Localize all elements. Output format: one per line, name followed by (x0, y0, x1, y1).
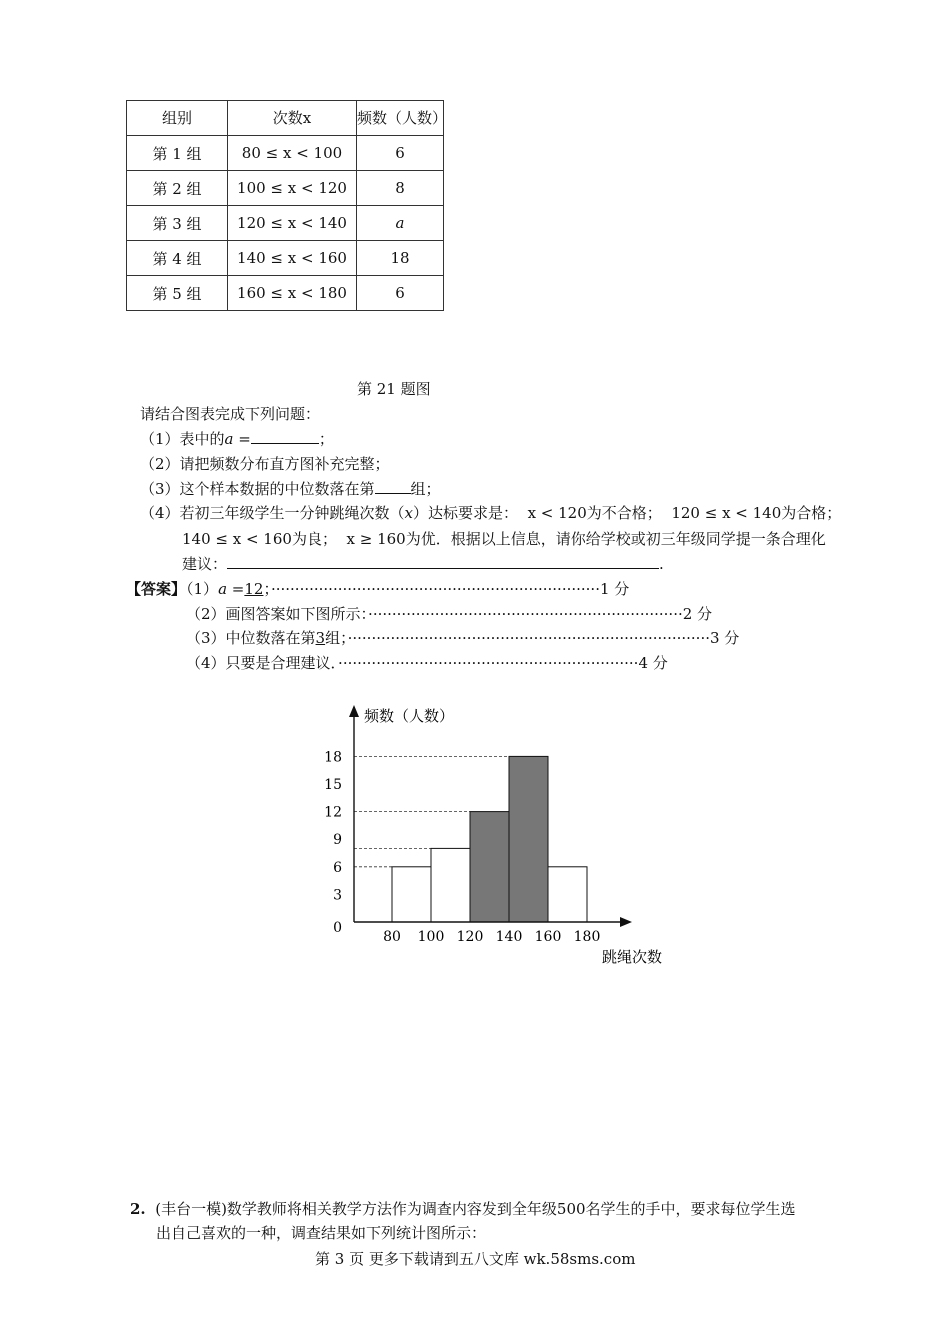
y-tick-label: 9 (333, 832, 342, 849)
a4-score: 4 分 (638, 654, 668, 672)
header-group: 组别 (127, 101, 228, 136)
q4-suggestion-label: 建议： (182, 555, 228, 573)
cell-group: 第 1 组 (127, 136, 228, 171)
histogram-bar (431, 848, 470, 922)
table-header-row (127, 101, 444, 136)
cell-group: 第 4 组 (127, 241, 228, 276)
q3-suffix: 组； (410, 480, 441, 498)
histogram-bar (392, 867, 431, 922)
problem-2-line1 (130, 1198, 796, 1219)
x-axis-arrow (620, 917, 632, 927)
x-tick-label: 160 (534, 929, 562, 945)
dot-leader: ······························································· (338, 654, 639, 672)
x-tick-label: 140 (495, 929, 523, 945)
table-row (127, 136, 444, 171)
dot-leader: ·································································· (368, 605, 683, 623)
a4-text: （4）只要是合理建议． (186, 654, 339, 672)
y-tick-label: 12 (324, 804, 342, 821)
q1-var: a (224, 430, 234, 448)
problem-2-text-1: (丰台一模)数学教师将相关教学方法作为调查内容发到全年级500名学生的手中，要求每位学生选 (155, 1200, 796, 1218)
a3-prefix: （3）中位数落在第 (186, 629, 316, 647)
cell-range: 80 ≤ x < 100 (228, 136, 357, 171)
q4-text-a: （4）若初三年级学生一分钟跳绳次数（ (140, 504, 405, 522)
cell-group: 第 3 组 (127, 206, 228, 241)
x-tick-label: 180 (573, 929, 601, 945)
q4-cond-3: 140 ≤ x < 160 (182, 530, 292, 548)
a3-score: 3 分 (709, 629, 740, 647)
q4-cond-1: x < 120 (527, 504, 587, 522)
cell-count: 6 (357, 136, 444, 171)
q4-blank (227, 554, 659, 569)
answer-1 (126, 578, 629, 599)
answer-3 (186, 627, 739, 648)
cell-count: 18 (357, 241, 444, 276)
q4-text-b: ）达标要求是： (413, 504, 519, 522)
answer-label: 【答案】 (126, 580, 187, 598)
y-tick-label: 6 (333, 859, 342, 876)
answer-2 (186, 603, 712, 624)
a1-score: 1 分 (599, 580, 630, 598)
y-axis-arrow (349, 705, 359, 717)
a1-var: a (218, 580, 228, 598)
q1-blank (251, 429, 319, 444)
a2-score: 2 分 (682, 605, 713, 623)
histogram-chart (310, 695, 690, 970)
histogram-bar (470, 812, 509, 922)
cell-range: 160 ≤ x < 180 (228, 276, 357, 311)
a1-eq: = (227, 580, 245, 598)
a1-value: 12 (244, 580, 264, 598)
cell-range: 100 ≤ x < 120 (228, 171, 357, 206)
cell-count: 8 (357, 171, 444, 206)
table-row (127, 276, 444, 311)
page-footer: 第 3 页 更多下载请到五八文库 wk.58sms.com (315, 1250, 636, 1268)
cell-count: 6 (357, 276, 444, 311)
q3-prefix: （3）这个样本数据的中位数落在第 (140, 480, 375, 498)
a1-end: ； (263, 580, 271, 598)
q4-cond-4: x ≥ 160 (346, 530, 406, 548)
question-2: （2）请把频数分布直方图补充完整； (140, 455, 390, 473)
q1-eq: = (233, 430, 251, 448)
question-1 (140, 428, 334, 449)
cell-group: 第 5 组 (127, 276, 228, 311)
q1-end: ； (318, 430, 334, 448)
x-tick-label: 120 (456, 929, 484, 945)
dot-leader: ····································································· (270, 580, 600, 598)
question-4-line2 (182, 528, 826, 549)
header-count: 次数x (228, 101, 357, 136)
x-tick-label: 100 (417, 929, 445, 945)
histogram-bar (509, 756, 548, 922)
cell-range: 120 ≤ x < 140 (228, 206, 357, 241)
question-3 (140, 478, 441, 499)
q4-text-good: 为良； (291, 530, 337, 548)
table-row (127, 206, 444, 241)
question-4-line3 (182, 553, 664, 574)
figure-caption: 第 21 题图 (357, 380, 431, 398)
a1-prefix: （1） (186, 580, 219, 598)
q4-var-x: x (404, 504, 414, 522)
y-tick-label: 0 (333, 920, 342, 936)
q3-blank (375, 479, 411, 494)
y-tick-label: 15 (324, 777, 342, 793)
y-axis-label: 频数（人数） (364, 707, 455, 725)
dot-leader: ············································································ (347, 629, 710, 647)
q4-text-d: 为不合格； (586, 504, 662, 522)
questions-intro: 请结合图表完成下列问题： (140, 405, 321, 423)
question-4-line1 (140, 502, 841, 523)
q4-end: . (659, 555, 664, 573)
problem-2-line2: 出自己喜欢的一种，调查结果如下列统计图所示： (156, 1224, 487, 1242)
a3-value: 3 (315, 629, 326, 647)
cell-group: 第 2 组 (127, 171, 228, 206)
frequency-table (126, 100, 448, 311)
y-tick-label: 18 (324, 749, 342, 766)
q4-text-f: 为合格； (781, 504, 842, 522)
header-frequency: 频数（人数） (357, 101, 444, 136)
table-row (127, 241, 444, 276)
table-row (127, 171, 444, 206)
cell-range: 140 ≤ x < 160 (228, 241, 357, 276)
cell-count: a (357, 206, 444, 241)
x-axis-label: 跳绳次数 (602, 948, 663, 966)
a3-suffix: 组； (325, 629, 348, 647)
answer-4 (186, 652, 668, 673)
q1-prefix: （1）表中的 (140, 430, 225, 448)
x-tick-label: 80 (383, 929, 401, 945)
a2-text: （2）画图答案如下图所示： (186, 605, 369, 623)
histogram-bar (548, 867, 587, 922)
problem-number: 2. (130, 1200, 146, 1218)
q4-text-excellent: 为优．根据以上信息，请你给学校或初三年级同学提一条合理化 (405, 530, 826, 548)
q4-cond-2: 120 ≤ x < 140 (671, 504, 782, 522)
y-tick-label: 3 (333, 887, 342, 904)
